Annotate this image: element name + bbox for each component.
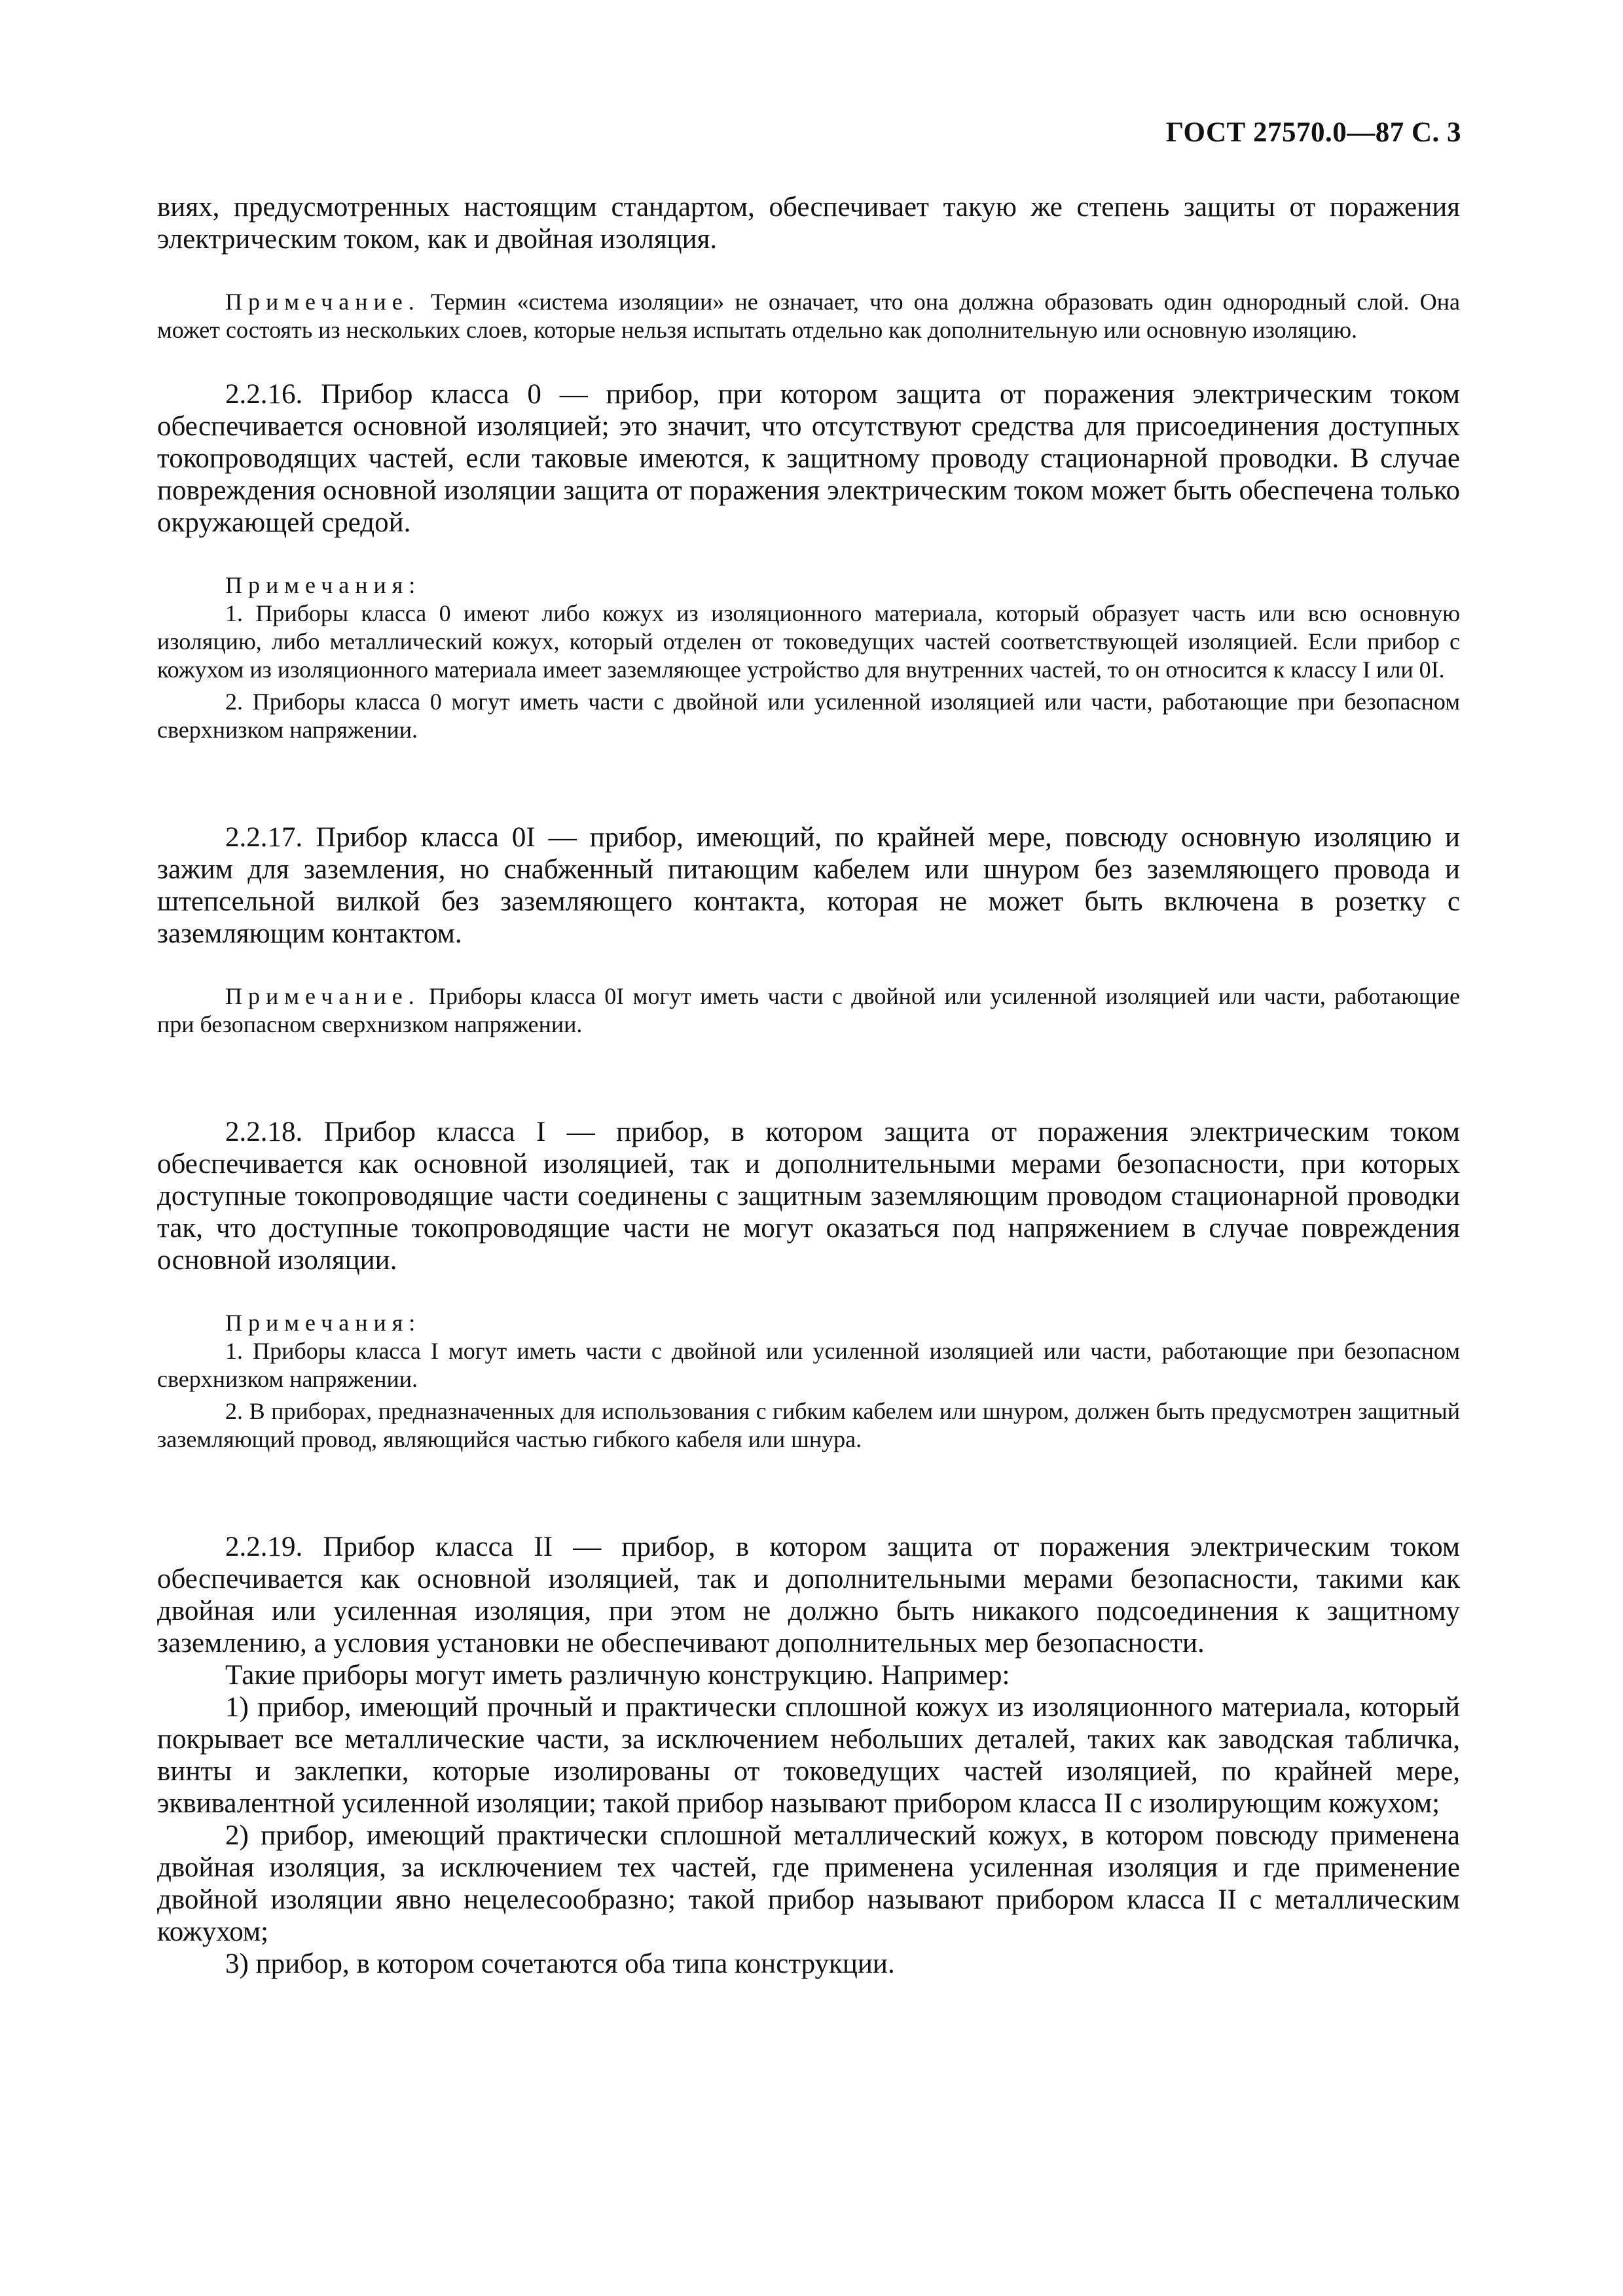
section-2-2-18: 2.2.18. Прибор класса I — прибор, в котором защита от поражения электрическим током обеспечивается как основной изоляцией, так и дополнительными мерами безопасности, при которых доступные токопроводящие части соединены с защитным заземляющим проводом стационарной проводки так, что доступные токопроводящие части не могут оказаться под напряжением в случае повреждения основной изоляции. [157,1117,1460,1276]
section-2-2-17-note-head: Примечание. [225,983,420,1009]
section-2-2-19-intro: Такие приборы могут иметь различную конструкцию. Например: [225,1660,1010,1691]
page-header: ГОСТ 27570.0—87 С. 3 [1165,117,1461,148]
section-2-2-17-note [157,982,1460,1039]
section-2-2-18-note-1: 1. Приборы класса I могут иметь части с двойной или усиленной изоляцией или части, работающие при безопасном сверхнизком напряжении. [157,1338,1460,1392]
section-2-2-18-note-2: 2. В приборах, предназначенных для использования с гибким кабелем или шнуром, должен быть предусмотрен защитный заземляющий провод, являющийся частью гибкого кабеля или шнура. [157,1398,1460,1452]
section-2-2-19: 2.2.19. Прибор класса II — прибор, в котором защита от поражения электрическим током обеспечивается как основной изоляцией, так и дополнительными мерами безопасности, такими как двойная или усиленная изоляция, при этом не должно быть никакого подсоединения к защитному заземлению, а условия установки не обеспечивают дополнительных мер безопасности. [157,1532,1460,1659]
note-1 [157,288,1460,344]
section-2-2-19-item-2: 2) прибор, имеющий практически сплошной металлический кожух, в котором повсюду применена двойная изоляция, за исключением тех частей, где применена усиленная изоляция и где применение двойной изоляции явно нецелесообразно; такой прибор называют прибором класса II с металлическим кожухом; [157,1820,1460,1947]
section-2-2-19-item-3: 3) прибор, в котором сочетаются оба типа конструкции. [225,1948,895,1979]
section-2-2-18-notes-title: Примечания: [225,1310,422,1336]
note-1-head: Примечание. [225,289,420,315]
section-2-2-16-note-1: 1. Приборы класса 0 имеют либо кожух из изоляционного материала, который образует часть или всю основную изоляцию, либо металлический кожух, который отделен от токоведущих частей соответствующей изоляцией. Если прибор с кожухом из изоляционного материала имеет заземляющее устройство для внутренних частей, то он относится к классу I или 0I. [157,600,1460,683]
section-2-2-16-note-2: 2. Приборы класса 0 могут иметь части с двойной или усиленной изоляцией или части, работающие при безопасном сверхнизком напряжении. [157,689,1460,743]
intro-paragraph: виях, предусмотренных настоящим стандартом, обеспечивает такую же степень защиты от поражения электрическим током, как и двойная изоляция. [157,192,1460,255]
section-2-2-16: 2.2.16. Прибор класса 0 — прибор, при котором защита от поражения электрическим током обеспечивается основной изоляцией; это значит, что отсутствуют средства для присоединения доступных токопроводящих частей, если таковые имеются, к защитному проводу стационарной проводки. В случае повреждения основной изоляции защита от поражения электрическим током может быть обеспечена только окружающей средой. [157,379,1460,538]
section-2-2-16-notes-title: Примечания: [225,572,422,598]
section-2-2-17-note-text: Приборы класса 0I могут иметь части с двойной или усиленной изоляцией или части, работающие при безопасном сверхнизком напряжении. [157,983,1460,1037]
section-2-2-19-item-1: 1) прибор, имеющий прочный и практически сплошной кожух из изоляционного материала, который покрывает все металлические части, за исключением небольших деталей, таких как заводская табличка, винты и заклепки, которые изолированы от токоведущих частей изоляцией, по крайней мере, эквивалентной усиленной изоляции; такой прибор называют прибором класса II с изолирующим кожухом; [157,1692,1460,1819]
page-content [157,191,1460,1980]
note-1-text: Термин «система изоляции» не означает, что она должна образовать один однородный слой. Она может состоять из нескольких слоев, которые нельзя испытать отдельно как дополнительную или основную изоляцию. [157,289,1460,343]
section-2-2-17: 2.2.17. Прибор класса 0I — прибор, имеющий, по крайней мере, повсюду основную изоляцию и зажим для заземления, но снабженный питающим кабелем или шнуром без заземляющего провода и штепсельной вилкой без заземляющего контакта, которая не может быть включена в розетку с заземляющим контактом. [157,822,1460,949]
